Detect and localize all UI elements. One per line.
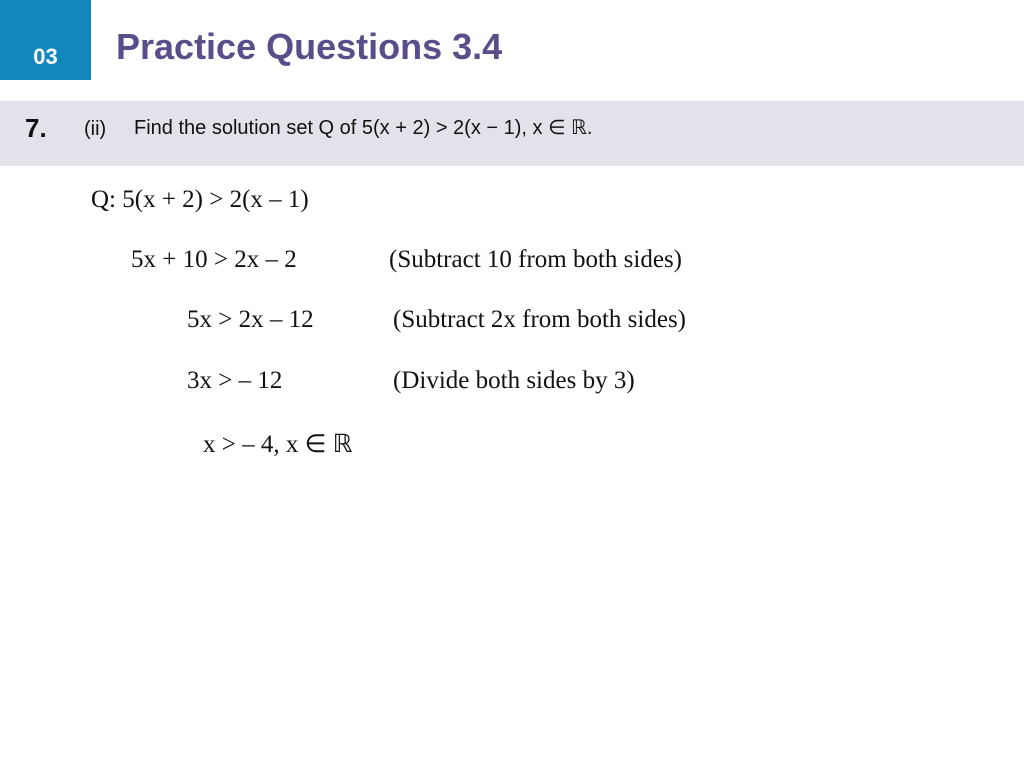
step-3-reason: (Divide both sides by 3) — [393, 367, 635, 394]
step-1-expression: 5x + 10 > 2x – 2 — [131, 246, 297, 273]
question-number: 7. — [25, 113, 47, 143]
step-3-expression: 3x > – 12 — [187, 367, 283, 394]
slide-title: Practice Questions 3.4 — [116, 26, 503, 67]
chapter-number: 03 — [33, 44, 58, 69]
question-prompt: Find the solution set Q of 5(x + 2) > 2(x − 1), x ∈ ℝ. — [134, 117, 593, 139]
step-2-expression: 5x > 2x – 12 — [187, 306, 314, 333]
chapter-number-box — [0, 0, 91, 80]
solution-statement: Q: 5(x + 2) > 2(x – 1) — [91, 186, 309, 213]
solution-result: x > – 4, x ∈ ℝ — [203, 431, 353, 458]
step-2-reason: (Subtract 2x from both sides) — [393, 306, 687, 333]
question-part: (ii) — [84, 118, 107, 140]
step-1-reason: (Subtract 10 from both sides) — [389, 246, 683, 273]
